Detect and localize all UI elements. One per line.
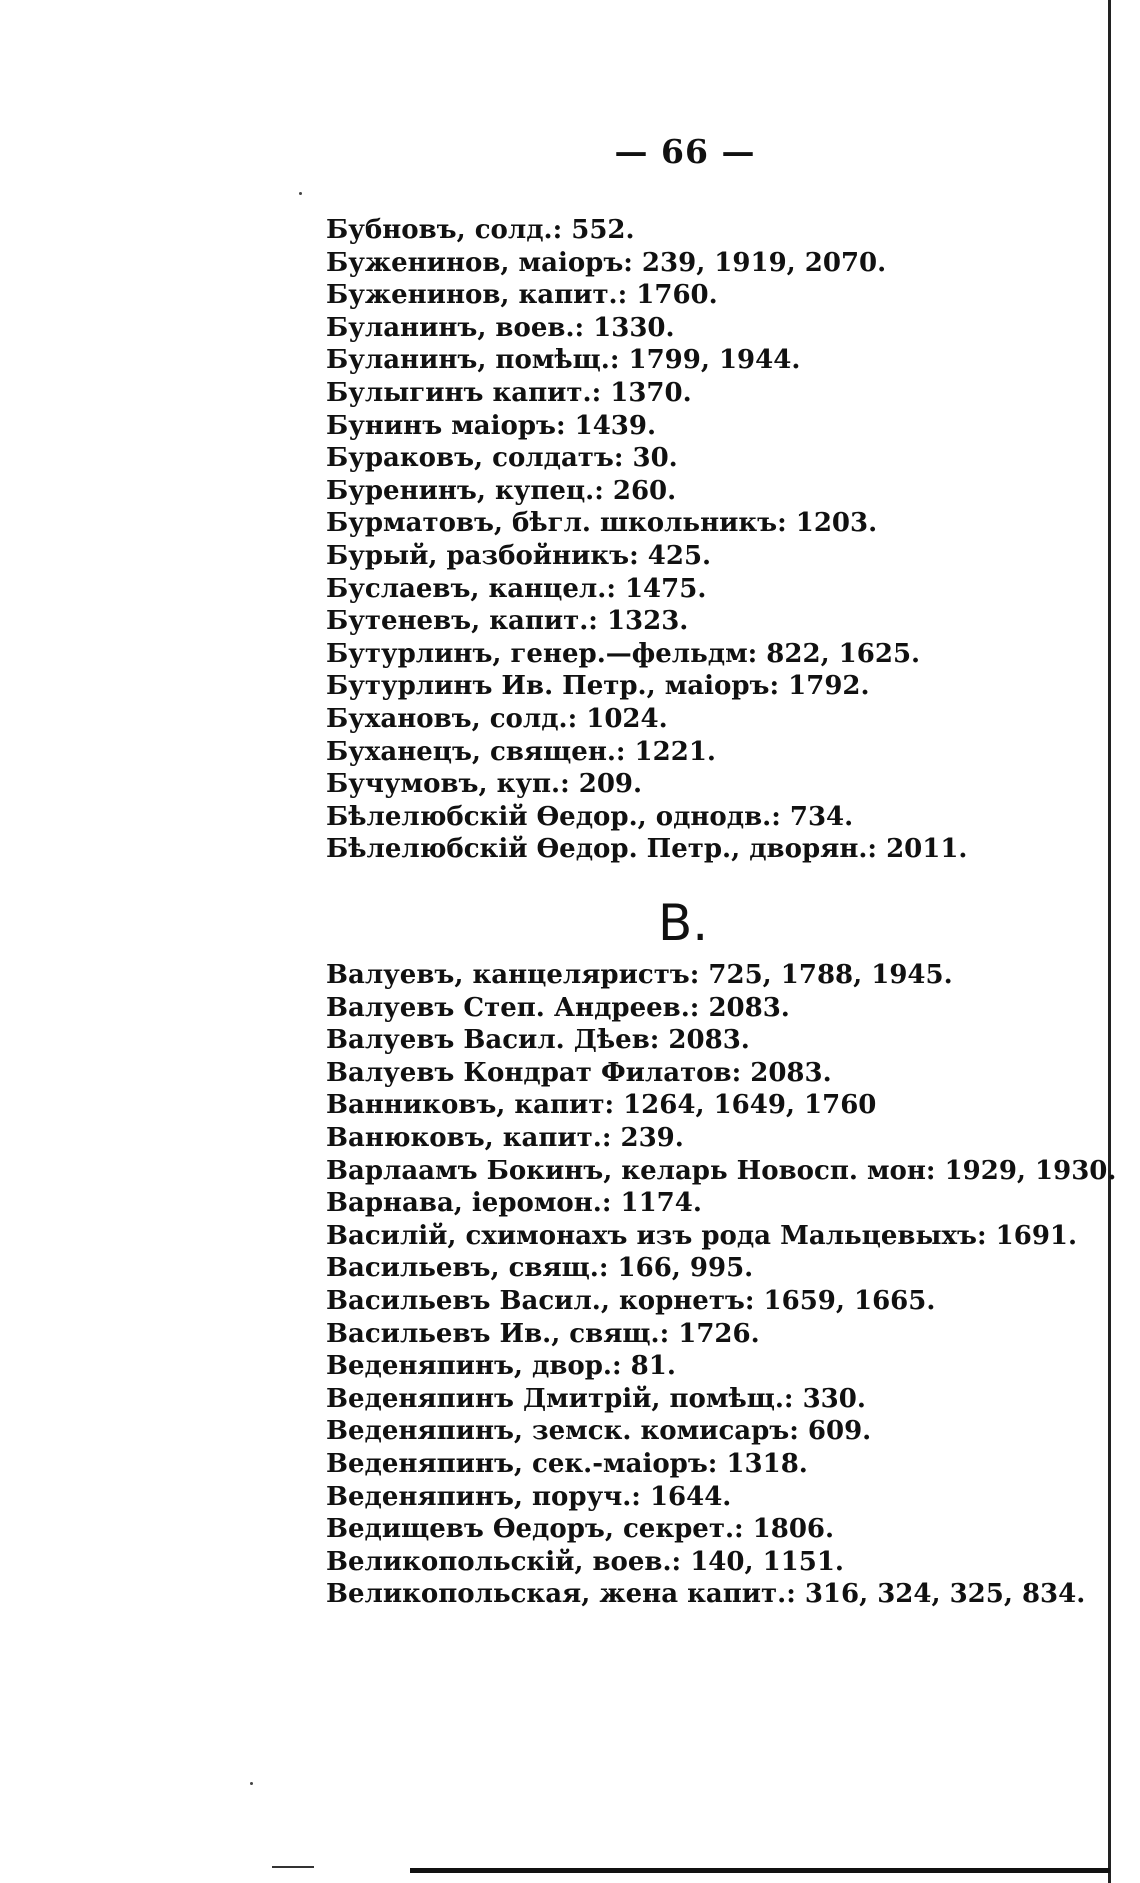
index-entry: Буланинъ, воев.: 1330. <box>326 312 675 343</box>
index-entry: Булыгинъ капит.: 1370. <box>326 377 692 408</box>
index-entry: Бѣлелюбскій Ѳедор., однодв.: 734. <box>326 801 854 832</box>
index-entry: Бубновъ, солд.: 552. <box>326 215 635 245</box>
scan-speck <box>299 192 302 195</box>
index-section-b <box>326 214 967 866</box>
index-entry: Веденяпинъ, поруч.: 1644. <box>326 1481 732 1512</box>
index-entry: Буженинов, капит.: 1760. <box>326 280 718 311</box>
index-entry: Бунинъ маіоръ: 1439. <box>326 410 657 441</box>
index-entry: Буренинъ, купец.: 260. <box>326 475 677 506</box>
index-entry: Бутурлинъ Ив. Петр., маіоръ: 1792. <box>326 671 870 702</box>
index-entry: Веденяпинъ, сек.-маіоръ: 1318. <box>326 1448 808 1479</box>
index-entry: Варнава, іеромон.: 1174. <box>326 1188 702 1219</box>
index-entry: Бутеневъ, капит.: 1323. <box>326 606 689 637</box>
scan-speck <box>250 1782 253 1785</box>
section-letter-heading: В. <box>658 894 709 952</box>
index-entry: Валуевъ, канцеляристъ: 725, 1788, 1945. <box>326 960 953 990</box>
index-entry: Валуевъ Кондрат Филатов: 2083. <box>326 1057 832 1088</box>
index-entry: Бурматовъ, бѣгл. школьникъ: 1203. <box>326 508 878 539</box>
index-entry: Буслаевъ, канцел.: 1475. <box>326 573 707 604</box>
index-entry: Бурый, разбойникъ: 425. <box>326 540 712 571</box>
page-number: — 66 — <box>614 132 756 171</box>
index-section-v <box>326 959 1116 1611</box>
index-entry: Бучумовъ, куп.: 209. <box>326 769 643 800</box>
index-entry: Варлаамъ Бокинъ, келарь Новосп. мон: 1929, 1930. <box>326 1155 1117 1186</box>
index-entry: Ведищевъ Ѳедоръ, секрет.: 1806. <box>326 1514 835 1545</box>
index-entry: Васильевъ Васил., корнетъ: 1659, 1665. <box>326 1285 936 1316</box>
index-entry: Буженинов, маіоръ: 239, 1919, 2070. <box>326 247 887 278</box>
index-entry: Буханецъ, священ.: 1221. <box>326 736 716 767</box>
index-entry: Великопольская, жена капит.: 316, 324, 325, 834. <box>326 1579 1086 1610</box>
index-entry: Веденяпинъ Дмитрій, помѣщ.: 330. <box>326 1383 866 1414</box>
footer-rule <box>272 1866 314 1868</box>
index-entry: Валуевъ Васил. Дѣев: 2083. <box>326 1025 750 1056</box>
footer-rule <box>410 1868 1110 1873</box>
index-entry: Бѣлелюбскій Ѳедор. Петр., дворян.: 2011. <box>326 834 968 865</box>
index-entry: Бухановъ, солд.: 1024. <box>326 703 668 734</box>
index-entry: Василій, схимонахъ изъ рода Мальцевыхъ: 1691. <box>326 1220 1078 1251</box>
index-entry: Васильевъ Ив., свящ.: 1726. <box>326 1318 760 1349</box>
index-entry: Веденяпинъ, двор.: 81. <box>326 1351 676 1382</box>
index-entry: Великопольскій, воев.: 140, 1151. <box>326 1546 844 1577</box>
index-entry: Бутурлинъ, генер.—фельдм: 822, 1625. <box>326 638 921 669</box>
index-entry: Веденяпинъ, земск. комисаръ: 609. <box>326 1416 872 1447</box>
index-entry: Бураковъ, солдатъ: 30. <box>326 443 678 474</box>
index-entry: Валуевъ Степ. Андреев.: 2083. <box>326 992 790 1023</box>
index-entry: Буланинъ, помѣщ.: 1799, 1944. <box>326 345 801 376</box>
index-entry: Ванниковъ, капит: 1264, 1649, 1760 <box>326 1090 877 1121</box>
index-entry: Васильевъ, свящ.: 166, 995. <box>326 1253 754 1284</box>
index-entry: Ванюковъ, капит.: 239. <box>326 1122 684 1153</box>
